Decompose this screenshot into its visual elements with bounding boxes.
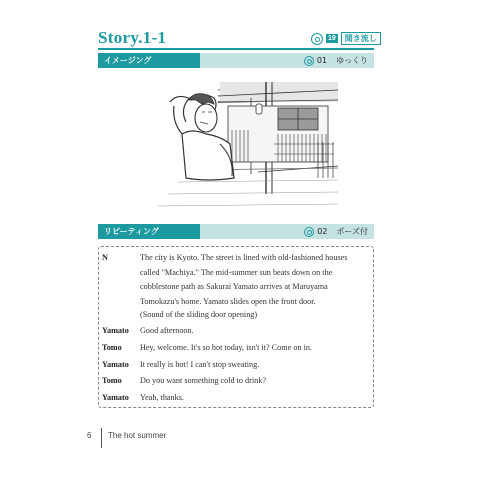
narration-text [140,251,370,309]
narration-block [102,251,370,309]
narration-line: called "Machiya." The mid-summer sun beats down on the [140,267,333,277]
track-number: 02 [317,227,328,236]
track-label: ポーズ付 [336,227,368,236]
speaker: Yamato [102,393,129,402]
story-title: Story.1-1 [98,28,167,47]
imaging-section-bar [98,53,374,68]
dialogue-line [102,341,370,356]
speaker: Tomo [102,376,122,385]
cd-icon [311,33,323,45]
dialogue-line [102,391,370,406]
imaging-track [200,53,374,68]
track-label: ゆっくり [336,56,368,65]
kyoto-street-illustration [148,82,338,212]
dialogue-line [102,324,370,339]
line-text: Yeah, thanks. [140,393,184,402]
badge-number: 19 [328,35,336,42]
narration-line: Tomokazu's home. Yamato slides open the front door. [140,296,316,306]
imaging-section-title: イメージング [98,53,200,68]
line-text: Hey, welcome. It's so hot today, isn't it? Come on in. [140,343,312,352]
chapter-title: The hot summer [108,431,167,440]
dialogue-line [102,358,370,373]
badge-label: 聞き流し [341,32,381,45]
dialogue-line [102,374,370,389]
speaker: Tomo [102,343,122,352]
sound-note: (Sound of the sliding door opening) [140,310,258,319]
page-number: 6 [87,431,92,440]
cd-icon [304,227,314,237]
line-text: It really is hot! I can't stop sweating. [140,360,260,369]
narration-speaker: N [102,253,108,262]
footer-rule [101,428,102,448]
cd-icon [304,56,314,66]
repeating-section-title: リピーティング [98,224,200,239]
narration-line: cobblestone path as Sakurai Yamato arrives at Maruyama [140,282,328,291]
line-text: Good afternoon. [140,326,194,335]
header-rule [98,48,374,50]
speaker: Yamato [102,326,129,335]
repeating-section-bar [98,224,374,239]
narration-line: The city is Kyoto. The street is lined with old-fashioned houses [140,253,348,262]
listening-badge [311,32,381,45]
line-text: Do you want something cold to drink? [140,376,266,385]
repeating-track [200,224,374,239]
track-number: 01 [316,56,328,65]
speaker: Yamato [102,360,129,369]
